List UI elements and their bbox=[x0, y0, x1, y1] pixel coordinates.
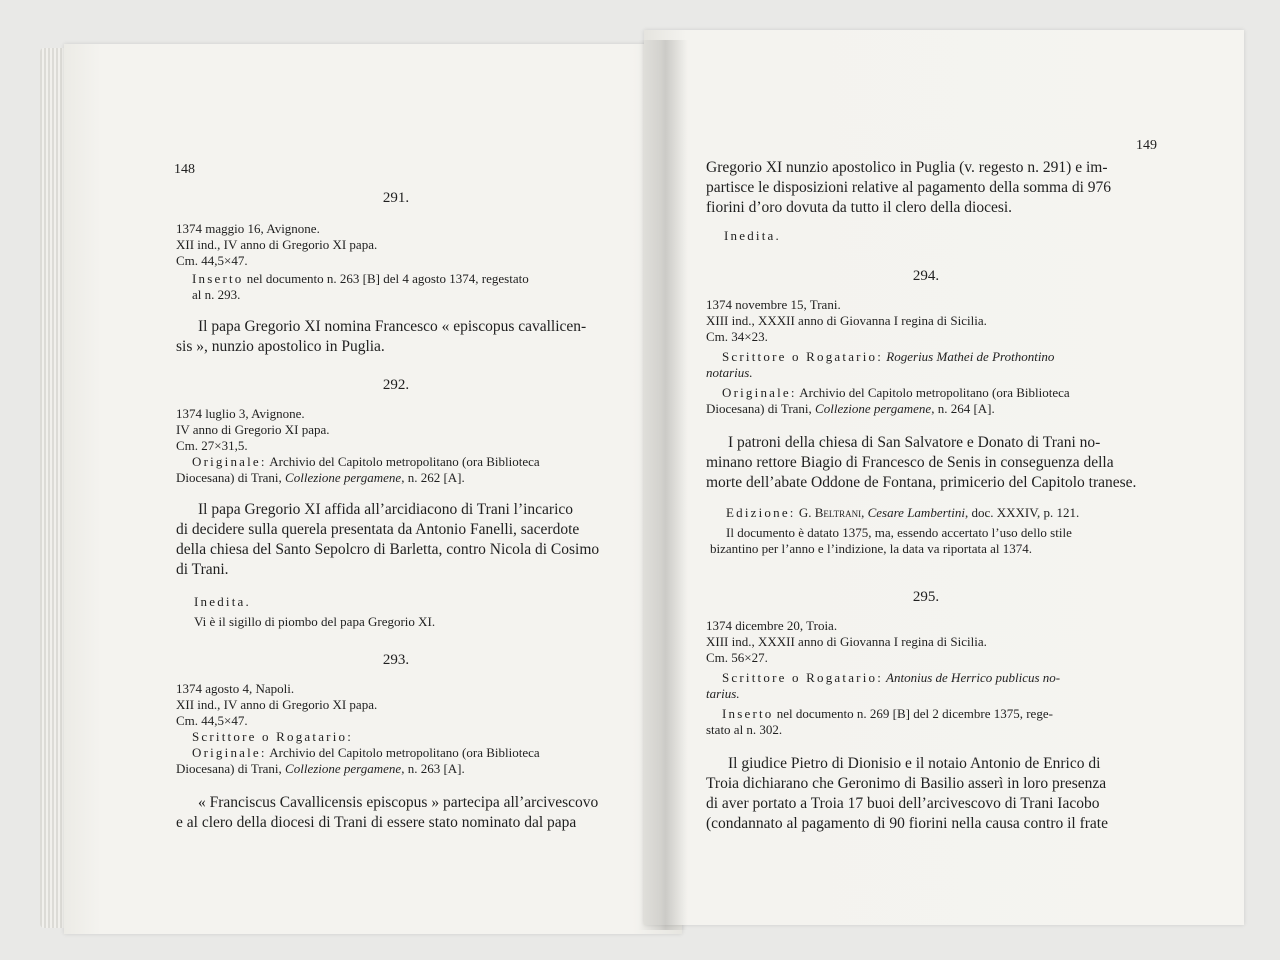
entry-291-date: 1374 maggio 16, Avignone. bbox=[176, 221, 320, 236]
entry-number-293: 293. bbox=[382, 652, 410, 668]
entry-292-seal-note: Vi è il sigillo di piombo del papa Gregorio XI. bbox=[194, 614, 436, 629]
entry-293-indiction: XII ind., IV anno di Gregorio XI papa. bbox=[176, 697, 378, 712]
entry-292-originale-cont: Diocesana) di Trani, Collezione pergamene, n. 262 [A]. bbox=[176, 470, 465, 485]
entry-295-indiction: XIII ind., XXXII anno di Giovanna I regina di Sicilia. bbox=[706, 634, 987, 649]
entry-293-date: 1374 agosto 4, Napoli. bbox=[176, 681, 295, 696]
entry-295-summary-line: (condannato al pagamento di 90 fiorini nella causa contro il frate bbox=[706, 815, 1108, 832]
page-number-right: 149 bbox=[1136, 138, 1157, 153]
entry-292-inedita: Inedita. bbox=[194, 594, 251, 609]
left-page bbox=[64, 44, 682, 934]
entry-number-292: 292. bbox=[382, 377, 410, 393]
continued-summary-line: partisce le disposizioni relative al pagamento della somma di 976 bbox=[706, 179, 1112, 196]
entry-number-295: 295. bbox=[912, 589, 940, 605]
entry-295-inserto: Inserto nel documento n. 269 [B] del 2 dicembre 1375, rege- bbox=[722, 706, 1053, 721]
entry-295-date: 1374 dicembre 20, Troia. bbox=[706, 618, 838, 633]
left-page-content bbox=[176, 190, 616, 833]
page-number-left: 148 bbox=[174, 162, 195, 177]
entry-294-date-note-cont: bizantino per l’anno e l’indizione, la data va riportata al 1374. bbox=[710, 541, 1032, 556]
entry-295-inserto-cont: stato al n. 302. bbox=[706, 722, 783, 737]
entry-number-294: 294. bbox=[912, 268, 940, 284]
entry-291-size: Cm. 44,5×47. bbox=[176, 253, 248, 268]
entry-292-date: 1374 luglio 3, Avignone. bbox=[176, 406, 305, 421]
entry-294-originale: Originale: Archivio del Capitolo metropolitano (ora Biblioteca bbox=[722, 385, 1070, 400]
entry-294-scrittore-cont: notarius. bbox=[706, 365, 753, 380]
entry-295-scrittore: Scrittore o Rogatario: Antonius de Herrico publicus no- bbox=[722, 670, 1061, 685]
entry-294-date: 1374 novembre 15, Trani. bbox=[706, 297, 841, 312]
open-book bbox=[38, 30, 1248, 935]
entry-295-summary-line: Il giudice Pietro di Dionisio e il notaio Antonio de Enrico di bbox=[728, 755, 1101, 772]
entry-294-edizione: Edizione: G. Beltrani, Cesare Lambertini, doc. XXXIV, p. 121. bbox=[726, 505, 1080, 520]
continued-summary-line: Gregorio XI nunzio apostolico in Puglia (v. regesto n. 291) e im- bbox=[706, 159, 1108, 176]
entry-292-summary-line: di decidere sulla querela presentata da Antonio Fanelli, sacerdote bbox=[176, 521, 580, 538]
right-page bbox=[644, 30, 1244, 925]
entry-294-summary-line: morte dell’abate Oddone de Fontana, primicerio del Capitolo tranese. bbox=[706, 474, 1137, 491]
entry-293-summary-line: e al clero della diocesi di Trani di essere stato nominato dal papa bbox=[176, 814, 577, 831]
entry-292-summary-line: della chiesa del Santo Sepolcro di Barletta, contro Nicola di Cosimo bbox=[176, 541, 600, 558]
entry-295-summary-line: Troia dichiarano che Geronimo di Basilio asserì in loro presenza bbox=[706, 775, 1107, 792]
entry-291-inserto-cont: al n. 293. bbox=[192, 287, 241, 302]
entry-294-indiction: XIII ind., XXXII anno di Giovanna I regina di Sicilia. bbox=[706, 313, 987, 328]
entry-293-scrittore: Scrittore o Rogatario: bbox=[192, 729, 354, 744]
continued-summary-line: fiorini d’oro dovuta da tutto il clero della diocesi. bbox=[706, 199, 1013, 216]
entry-291-summary-line: Il papa Gregorio XI nomina Francesco « episcopus cavallicen- bbox=[198, 318, 587, 335]
entry-291-summary-line: sis », nunzio apostolico in Puglia. bbox=[176, 338, 385, 355]
entry-294-summary-line: minano rettore Biagio di Francesco de Senis in conseguenza della bbox=[706, 454, 1114, 471]
entry-295-size: Cm. 56×27. bbox=[706, 650, 768, 665]
entry-292-originale: Originale: Archivio del Capitolo metropolitano (ora Biblioteca bbox=[192, 454, 540, 469]
entry-293-summary-line: « Franciscus Cavallicensis episcopus » partecipa all’arcivescovo bbox=[198, 794, 599, 811]
entry-292-summary-line: Il papa Gregorio XI affida all’arcidiacono di Trani l’incarico bbox=[198, 501, 574, 518]
entry-291-indiction: XII ind., IV anno di Gregorio XI papa. bbox=[176, 237, 378, 252]
entry-295-summary-line: di aver portato a Troia 17 buoi dell’arcivescovo di Trani Iacobo bbox=[706, 795, 1100, 812]
entry-294-summary-line: I patroni della chiesa di San Salvatore e Donato di Trani no- bbox=[728, 434, 1101, 451]
entry-293-size: Cm. 44,5×47. bbox=[176, 713, 248, 728]
entry-number-291: 291. bbox=[382, 190, 410, 206]
entry-293-originale: Originale: Archivio del Capitolo metropolitano (ora Biblioteca bbox=[192, 745, 540, 760]
entry-292-size: Cm. 27×31,5. bbox=[176, 438, 248, 453]
entry-294-date-note: Il documento è datato 1375, ma, essendo accertato l’uso dello stile bbox=[726, 525, 1072, 540]
right-page-content bbox=[706, 158, 1146, 834]
entry-294-size: Cm. 34×23. bbox=[706, 329, 768, 344]
entry-293-originale-cont: Diocesana) di Trani, Collezione pergamene, n. 263 [A]. bbox=[176, 761, 465, 776]
inedita-label: Inedita. bbox=[724, 228, 781, 243]
entry-291-inserto: Inserto nel documento n. 263 [B] del 4 agosto 1374, regestato bbox=[192, 271, 529, 286]
entry-294-scrittore: Scrittore o Rogatario: Rogerius Mathei de Prothontino bbox=[722, 349, 1055, 364]
entry-292-regnal: IV anno di Gregorio XI papa. bbox=[176, 422, 330, 437]
entry-294-originale-cont: Diocesana) di Trani, Collezione pergamene, n. 264 [A]. bbox=[706, 401, 995, 416]
entry-292-summary-line: di Trani. bbox=[176, 561, 229, 578]
entry-295-scrittore-cont: tarius. bbox=[706, 686, 740, 701]
